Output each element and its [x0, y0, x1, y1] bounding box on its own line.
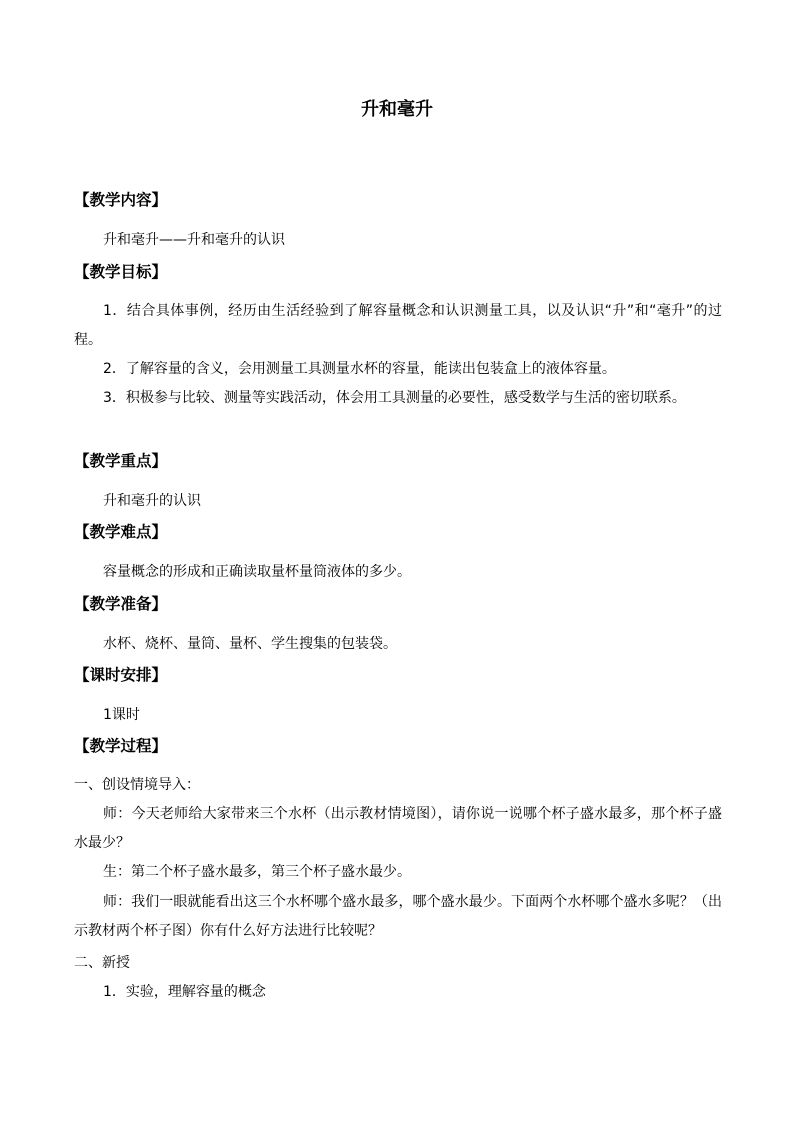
difficulty-heading: 【教学难点】	[74, 523, 168, 541]
content-text: 升和毫升——升和毫升的认识	[103, 232, 285, 248]
focus-heading: 【教学重点】	[74, 452, 168, 470]
process-heading: 【教学过程】	[74, 737, 168, 755]
step-1-title: 一、创设情境导入：	[74, 777, 200, 793]
teacher-line-1: 师：今天老师给大家带来三个水杯（出示教材情境图），请你说一说哪个杯子盛水最多，那个杯子盛水最少？	[74, 806, 722, 851]
difficulty-text: 容量概念的形成和正确读取量杯量筒液体的多少。	[103, 564, 411, 580]
prep-text: 水杯、烧杯、量筒、量杯、学生搜集的包装袋。	[103, 636, 397, 652]
teacher-line-2: 师：我们一眼就能看出这三个水杯哪个盛水最多，哪个盛水最少。下面两个水杯哪个盛水多呢？（出示教材两个杯子图）你有什么好方法进行比较呢？	[74, 894, 722, 939]
goal-3: 3．积极参与比较、测量等实践活动，体会用工具测量的必要性，感受数学与生活的密切联系。	[103, 390, 686, 406]
goals-heading: 【教学目标】	[74, 263, 168, 281]
focus-text: 升和毫升的认识	[103, 493, 201, 509]
goal-1: 1．结合具体事例，经历由生活经验到了解容量概念和认识测量工具，以及认识“升”和“毫升”的过程。	[74, 303, 722, 348]
page-title: 升和毫升	[361, 99, 433, 120]
prep-heading: 【教学准备】	[74, 595, 168, 613]
student-line-1: 生：第二个杯子盛水最多，第三个杯子盛水最少。	[103, 864, 411, 880]
content-heading: 【教学内容】	[74, 191, 168, 209]
schedule-text: 1课时	[103, 707, 140, 723]
goal-2: 2．了解容量的含义，会用测量工具测量水杯的容量，能读出包装盒上的液体容量。	[103, 361, 616, 377]
schedule-heading: 【课时安排】	[74, 666, 168, 684]
step-2-title: 二、新授	[74, 955, 130, 971]
step-2-sub-1: 1．实验，理解容量的概念	[103, 984, 266, 1000]
